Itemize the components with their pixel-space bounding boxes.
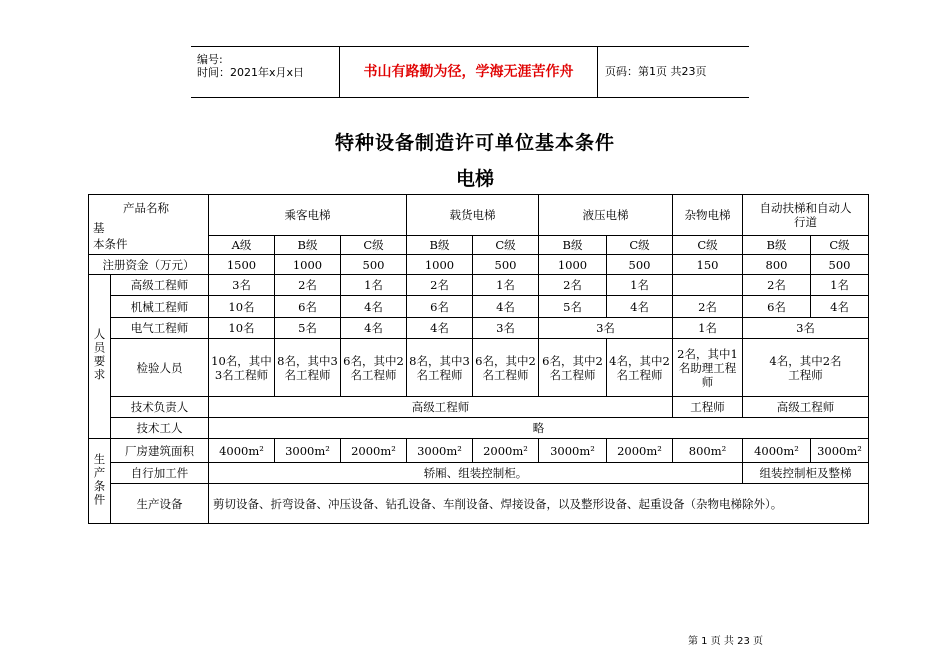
elec-cell: 1名	[673, 318, 743, 339]
corner-product-label: 产品名称	[123, 201, 169, 215]
group-production	[89, 439, 111, 524]
row-label-worker: 技术工人	[111, 418, 209, 439]
senior-cell: 2名	[275, 275, 341, 296]
grade-cell: A级	[209, 235, 275, 254]
group-production-label: 生产条件	[92, 452, 107, 507]
product-header: 杂物电梯	[673, 195, 743, 236]
document-title: 特种设备制造许可单位基本条件	[334, 132, 615, 154]
mech-cell: 4名	[607, 296, 673, 318]
area-cell: 3000m²	[275, 439, 341, 463]
conditions-table	[88, 194, 869, 524]
capital-cell: 1000	[275, 255, 341, 275]
mech-cell: 4名	[473, 296, 539, 318]
product-header: 自动扶梯和自动人行道	[743, 195, 869, 236]
grade-cell: B级	[407, 235, 473, 254]
header-meta	[191, 47, 339, 97]
mech-cell: 6名	[407, 296, 473, 318]
senior-cell: 2名	[407, 275, 473, 296]
area-cell: 2000m²	[341, 439, 407, 463]
senior-cell: 1名	[341, 275, 407, 296]
inspect-cell: 6名，其中2名工程师	[473, 339, 539, 397]
product-header: 液压电梯	[539, 195, 673, 236]
inspect-cell: 10名，其中3名工程师	[209, 339, 275, 397]
capital-cell: 150	[673, 255, 743, 275]
grade-cell: C级	[673, 235, 743, 254]
inspect-cell: 6名，其中2名工程师	[539, 339, 607, 397]
inspect-cell: 4名，其中2名工程师	[607, 339, 673, 397]
row-label-tech-lead: 技术负责人	[111, 397, 209, 418]
senior-cell: 1名	[473, 275, 539, 296]
row-label-inspect: 检验人员	[111, 339, 209, 397]
row-label-mech: 机械工程师	[111, 296, 209, 318]
mech-cell: 4名	[811, 296, 869, 318]
area-cell: 3000m²	[811, 439, 869, 463]
row-label-equip: 生产设备	[111, 484, 209, 524]
elec-cell: 4名	[341, 318, 407, 339]
elec-cell: 3名	[743, 318, 869, 339]
row-label-elec: 电气工程师	[111, 318, 209, 339]
inspect-cell: 8名，其中3名工程师	[407, 339, 473, 397]
grade-cell: C级	[341, 235, 407, 254]
document-number-label: 编号:	[197, 53, 223, 66]
area-cell: 2000m²	[607, 439, 673, 463]
grade-cell: C级	[811, 235, 869, 254]
capital-cell: 1500	[209, 255, 275, 275]
mech-cell: 4名	[341, 296, 407, 318]
worker-cell: 略	[209, 418, 869, 439]
mech-cell: 6名	[743, 296, 811, 318]
capital-cell: 500	[811, 255, 869, 275]
senior-cell	[673, 275, 743, 296]
page-footer: 第 1 页 共 23 页	[688, 636, 763, 647]
area-cell: 4000m²	[743, 439, 811, 463]
elec-cell: 4名	[407, 318, 473, 339]
group-personnel	[89, 275, 111, 439]
grade-cell: B级	[275, 235, 341, 254]
document-subtitle: 电梯	[455, 168, 494, 190]
area-cell: 3000m²	[407, 439, 473, 463]
mech-cell: 5名	[539, 296, 607, 318]
senior-cell: 1名	[811, 275, 869, 296]
row-label-senior: 高级工程师	[111, 275, 209, 296]
capital-cell: 500	[607, 255, 673, 275]
area-cell: 3000m²	[539, 439, 607, 463]
equip-cell: 剪切设备、折弯设备、冲压设备、钻孔设备、车削设备、焊接设备，以及整形设备、起重设备（杂物电梯除外）。	[209, 484, 869, 524]
self-cell: 组装控制柜及整梯	[743, 463, 869, 484]
capital-cell: 800	[743, 255, 811, 275]
row-label-capital: 注册资金（万元）	[89, 255, 209, 275]
senior-cell: 2名	[539, 275, 607, 296]
inspect-cell: 2名，其中1名助理工程师	[673, 339, 743, 397]
elec-cell: 3名	[539, 318, 673, 339]
self-cell: 轿厢、组装控制柜。	[209, 463, 743, 484]
tech-lead-cell: 工程师	[673, 397, 743, 418]
mech-cell: 2名	[673, 296, 743, 318]
table-corner-cell	[89, 195, 209, 255]
grade-cell: C级	[607, 235, 673, 254]
header-page-number: 页码：第1页 共23页	[605, 65, 707, 78]
grade-cell: C级	[473, 235, 539, 254]
grade-cell: B级	[539, 235, 607, 254]
inspect-cell: 6名，其中2名工程师	[341, 339, 407, 397]
row-label-area: 厂房建筑面积	[111, 439, 209, 463]
area-cell: 2000m²	[473, 439, 539, 463]
tech-lead-cell: 高级工程师	[743, 397, 869, 418]
elec-cell: 5名	[275, 318, 341, 339]
row-label-self: 自行加工件	[111, 463, 209, 484]
product-header: 载货电梯	[407, 195, 539, 236]
document-time-label: 时间：2021年x月x日	[197, 66, 305, 79]
tech-lead-cell: 高级工程师	[209, 397, 673, 418]
mech-cell: 10名	[209, 296, 275, 318]
capital-cell: 1000	[539, 255, 607, 275]
inspect-cell: 8名，其中3名工程师	[275, 339, 341, 397]
capital-cell: 500	[341, 255, 407, 275]
inspect-cell: 4名，其中2名工程师	[743, 339, 869, 397]
corner-basic-label: 基	[93, 221, 105, 235]
corner-condition-label: 本条件	[93, 237, 128, 251]
area-cell: 4000m²	[209, 439, 275, 463]
capital-cell: 1000	[407, 255, 473, 275]
area-cell: 800m²	[673, 439, 743, 463]
grade-cell: B级	[743, 235, 811, 254]
senior-cell: 2名	[743, 275, 811, 296]
elec-cell: 3名	[473, 318, 539, 339]
group-personnel-label: 人员要求	[92, 328, 107, 382]
capital-cell: 500	[473, 255, 539, 275]
page-header	[191, 46, 749, 98]
senior-cell: 1名	[607, 275, 673, 296]
elec-cell: 10名	[209, 318, 275, 339]
mech-cell: 6名	[275, 296, 341, 318]
header-slogan: 书山有路勤为径，学海无涯苦作舟	[339, 47, 598, 97]
senior-cell: 3名	[209, 275, 275, 296]
product-header: 乘客电梯	[209, 195, 407, 236]
